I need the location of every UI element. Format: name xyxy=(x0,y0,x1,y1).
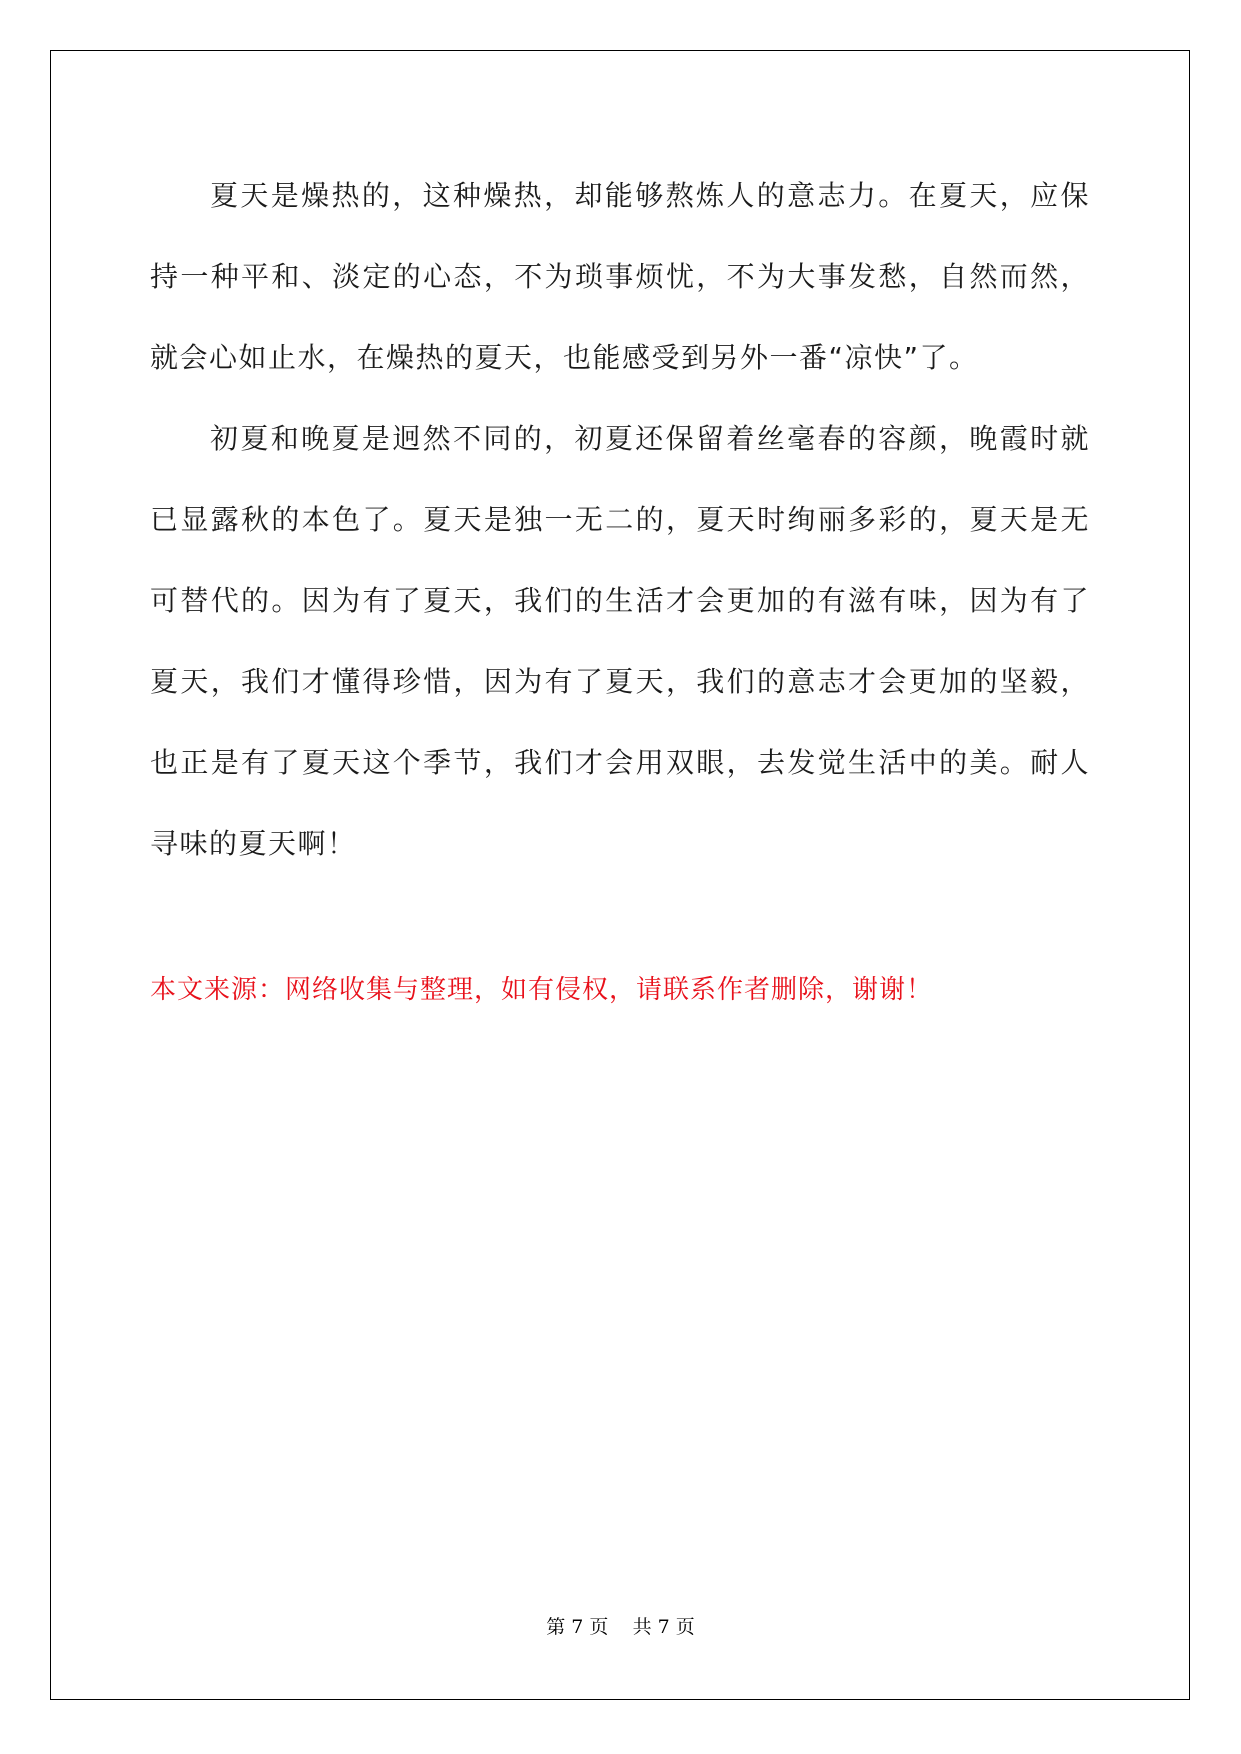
page-footer: 第 7 页 共 7 页 xyxy=(546,1616,695,1638)
paragraph-summer-heat: 夏天是燥热的，这种燥热，却能够熬炼人的意志力。在夏天，应保持一种平和、淡定的心态，不为琐事烦忧，不为大事发愁，自然而然，就会心如止水，在燥热的夏天，也能感受到另外一番“凉快”了。 xyxy=(150,179,1090,374)
paragraph-early-late-summer: 初夏和晚夏是迥然不同的，初夏还保留着丝毫春的容颜，晚霞时就已显露秋的本色了。夏天是独一无二的，夏天时绚丽多彩的，夏天是无可替代的。因为有了夏天，我们的生活才会更加的有滋有味，因为有了夏天，我们才懂得珍惜，因为有了夏天，我们的意志才会更加的坚毅，也正是有了夏天这个季节，我们才会用双眼，去发觉生活中的美。耐人寻味的夏天啊！ xyxy=(150,422,1090,860)
source-disclaimer: 本文来源：网络收集与整理，如有侵权，请联系作者删除，谢谢！ xyxy=(150,975,934,1005)
document-body xyxy=(150,155,1090,884)
